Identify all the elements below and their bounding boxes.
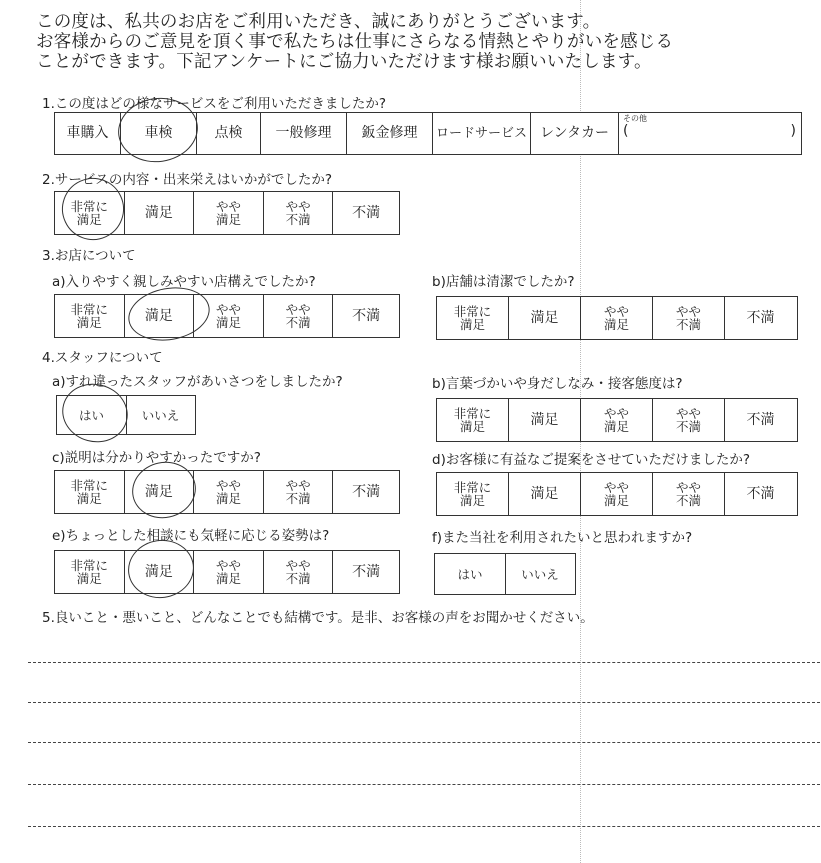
- q4b-option-dissatisfied[interactable]: 不満: [746, 411, 775, 428]
- question-4b-title: b)言葉づかいや身だしなみ・接客態度は?: [432, 376, 683, 392]
- question-3b-options: [436, 296, 798, 340]
- q2-option-very-satisfied[interactable]: 非常に 満足: [55, 192, 125, 234]
- question-4-title: 4.スタッフについて: [42, 350, 163, 366]
- question-3b-title: b)店舗は清潔でしたか?: [432, 274, 575, 290]
- q2-option-somewhat-dissatisfied[interactable]: やや 不満: [264, 192, 334, 234]
- q4c-option-dissatisfied[interactable]: 不満: [352, 483, 381, 500]
- q4b-option-somewhat-satisfied[interactable]: やや 満足: [581, 399, 653, 441]
- q3a-option-somewhat-satisfied[interactable]: やや 満足: [194, 295, 264, 337]
- question-5-title: 5.良いこと・悪いこと、どんなことでも結構です。是非、お客様の声をお聞かせください。: [42, 610, 594, 626]
- q4a-option-no[interactable]: いいえ: [141, 407, 180, 423]
- question-3a-title: a)入りやすく親しみやすい店構えでしたか?: [52, 274, 316, 290]
- q1-option-road-service[interactable]: ロードサービス: [433, 113, 531, 154]
- q1-other-label: その他: [623, 114, 647, 123]
- q4d-option-somewhat-dissatisfied[interactable]: やや 不満: [653, 473, 725, 515]
- q3b-option-somewhat-dissatisfied[interactable]: やや 不満: [653, 297, 725, 339]
- q4b-option-very-satisfied[interactable]: 非常に 満足: [437, 399, 509, 441]
- q1-option-body-repair[interactable]: 鈑金修理: [347, 113, 433, 154]
- q4c-option-very-satisfied[interactable]: 非常に 満足: [55, 471, 125, 513]
- intro-line-2: お客様からのご意見を頂く事で私たちは仕事にさらなる情熱とやりがいを感じる: [36, 32, 674, 52]
- intro-line-1: この度は、私共のお店をご利用いただき、誠にありがとうございます。: [36, 12, 601, 32]
- q1-option-shaken[interactable]: 車検: [121, 113, 197, 154]
- question-4e-title: e)ちょっとした相談にも気軽に応じる姿勢は?: [52, 528, 330, 544]
- q4b-option-somewhat-dissatisfied[interactable]: やや 不満: [653, 399, 725, 441]
- q4d-option-very-satisfied[interactable]: 非常に 満足: [437, 473, 509, 515]
- q3a-option-very-satisfied[interactable]: 非常に 満足: [55, 295, 125, 337]
- q4f-option-yes[interactable]: はい: [435, 554, 506, 594]
- q3a-option-somewhat-dissatisfied[interactable]: やや 不満: [264, 295, 334, 337]
- question-4d-options: [436, 472, 798, 516]
- q4f-option-no[interactable]: いいえ: [521, 566, 559, 582]
- question-4f-options: [434, 553, 576, 595]
- question-3a-options: [54, 294, 400, 338]
- question-4e-options: [54, 550, 400, 594]
- q3b-option-somewhat-satisfied[interactable]: やや 満足: [581, 297, 653, 339]
- q1-other-field[interactable]: [623, 125, 796, 138]
- q1-option-other[interactable]: [619, 113, 800, 154]
- q1-option-general-repair[interactable]: 一般修理: [261, 113, 347, 154]
- question-3-title: 3.お店について: [42, 248, 136, 264]
- q4c-option-somewhat-satisfied[interactable]: やや 満足: [194, 471, 264, 513]
- intro-line-3: ことができます。下記アンケートにご協力いただけます様お願いいたします。: [36, 52, 652, 72]
- q2-option-satisfied[interactable]: 満足: [125, 192, 195, 234]
- q4d-option-somewhat-satisfied[interactable]: やや 満足: [581, 473, 653, 515]
- q1-option-rental-car[interactable]: レンタカー: [531, 113, 619, 154]
- question-1-options: [54, 112, 802, 155]
- question-2-title: 2.サービスの内容・出来栄えはいかがでしたか?: [42, 172, 333, 188]
- question-4a-options: [56, 395, 196, 435]
- question-4c-options: [54, 470, 400, 514]
- q4e-option-somewhat-satisfied[interactable]: やや 満足: [194, 551, 264, 593]
- question-4a-title: a)すれ違ったスタッフがあいさつをしましたか?: [52, 374, 343, 390]
- q4e-option-very-satisfied[interactable]: 非常に 満足: [55, 551, 125, 593]
- q3a-option-satisfied[interactable]: 満足: [125, 295, 195, 337]
- q4d-option-satisfied[interactable]: 満足: [509, 473, 581, 515]
- question-4f-title: f)また当社を利用されたいと思われますか?: [432, 530, 693, 546]
- q5-answer-line-1[interactable]: [28, 662, 820, 663]
- q4c-option-somewhat-dissatisfied[interactable]: やや 不満: [264, 471, 334, 513]
- question-1-title: 1.この度はどの様なサービスをご利用いただきましたか?: [42, 96, 387, 112]
- question-4c-title: c)説明は分かりやすかったですか?: [52, 450, 261, 466]
- q4b-option-satisfied[interactable]: 満足: [509, 399, 581, 441]
- q1-option-car-purchase[interactable]: 車購入: [55, 113, 121, 154]
- q5-answer-line-5[interactable]: [28, 826, 820, 827]
- q3a-option-dissatisfied[interactable]: 不満: [352, 307, 381, 324]
- q5-answer-line-4[interactable]: [28, 784, 820, 785]
- q4c-option-satisfied[interactable]: 満足: [125, 471, 195, 513]
- question-4d-title: d)お客様に有益なご提案をさせていただけましたか?: [432, 452, 751, 468]
- q4e-option-satisfied[interactable]: 満足: [125, 551, 195, 593]
- q2-option-somewhat-satisfied[interactable]: やや 満足: [194, 192, 264, 234]
- q4e-option-somewhat-dissatisfied[interactable]: やや 不満: [264, 551, 334, 593]
- q3b-option-very-satisfied[interactable]: 非常に 満足: [437, 297, 509, 339]
- q1-option-inspection[interactable]: 点検: [197, 113, 261, 154]
- question-4b-options: [436, 398, 798, 442]
- q4a-option-yes[interactable]: はい: [57, 396, 127, 434]
- q2-option-dissatisfied[interactable]: 不満: [352, 204, 381, 221]
- question-2-options: [54, 191, 400, 235]
- q4e-option-dissatisfied[interactable]: 不満: [352, 563, 381, 580]
- q1-other-open-paren: (: [623, 123, 629, 139]
- intro-text: [36, 12, 673, 72]
- q3b-option-satisfied[interactable]: 満足: [509, 297, 581, 339]
- q4d-option-dissatisfied[interactable]: 不満: [746, 485, 775, 502]
- q5-answer-line-3[interactable]: [28, 742, 820, 743]
- q5-answer-line-2[interactable]: [28, 702, 820, 703]
- q1-other-close-paren: ): [790, 123, 796, 139]
- q3b-option-dissatisfied[interactable]: 不満: [746, 309, 775, 326]
